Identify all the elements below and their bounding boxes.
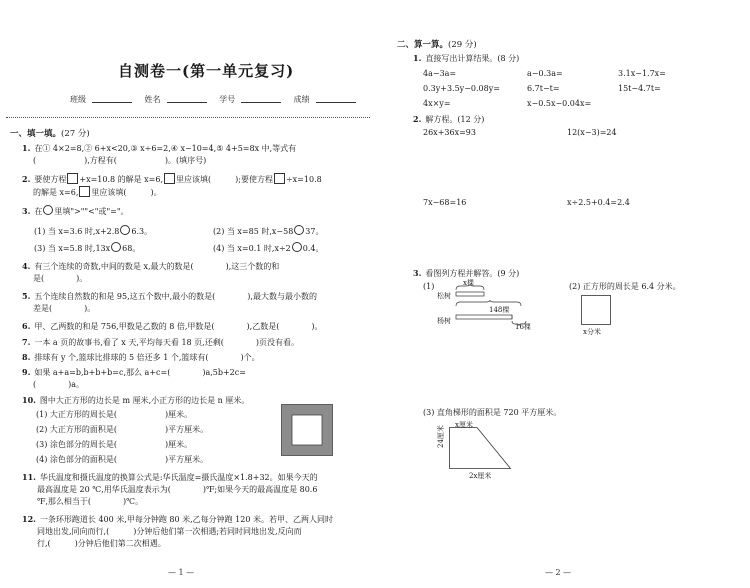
compare-circle[interactable]	[43, 205, 53, 215]
question-10-sub-4: (4) 涂色部分的面积是( )平方厘米。	[36, 455, 209, 464]
question-number: 10.	[22, 395, 36, 405]
compare-circle[interactable]	[292, 242, 302, 252]
sub-text: 6.3。	[131, 227, 153, 236]
name-field[interactable]	[167, 94, 207, 103]
section-2-heading	[397, 38, 477, 50]
question-text: 甲、乙两数的和是 756,甲数是乙数的 8 倍,甲数是( ),乙数是( )。	[34, 322, 323, 331]
equation: 7x−68=16	[423, 198, 467, 207]
equation: 26x+36x=93	[423, 128, 476, 137]
question-10-sub-2: (2) 大正方形的面积是( )平方厘米。	[36, 425, 209, 434]
question-text: 看图列方程并解答。(9 分)	[425, 269, 520, 278]
calc-item: 4x×y=	[423, 99, 451, 108]
equation: 12(x−3)=24	[567, 128, 617, 137]
sub-text: (4) 当 x=0.1 时,x÷2	[213, 244, 291, 253]
question-3-sub-1	[34, 225, 152, 238]
question-text: 图中大正方形的边长是 m 厘米,小正方形的边长是 n 厘米。	[39, 396, 250, 405]
question-number: 3.	[22, 206, 31, 216]
right-page	[375, 0, 750, 588]
calc-item: a−0.3a=	[527, 69, 563, 78]
equation: x÷2.5+0.4=2.4	[567, 198, 630, 207]
extra-16-label: 16棵	[515, 323, 531, 331]
pine-label: 松树	[437, 292, 451, 300]
question-text: ÷x=10.8	[285, 175, 322, 184]
class-label: 班级	[70, 95, 86, 104]
question-text: 五个连续自然数的和是 95,这五个数中,最小的数是( ),最大数与最小数的	[34, 292, 317, 301]
poplar-label: 杨树	[437, 317, 451, 325]
calc-item: 0.3y+3.5y−0.08y=	[423, 84, 500, 93]
question-number: 3.	[413, 268, 422, 278]
question-number: 4.	[22, 261, 31, 271]
total-brace	[456, 300, 521, 306]
question-number: 1.	[413, 53, 422, 63]
question-text: 在① 4×2=8,② 6+x<20,③ x÷6=2,④ x−10=4,⑤ 4+5=8x 中,等式有	[34, 144, 297, 153]
section-2-label: 二、算一算。	[397, 40, 449, 50]
blank-box[interactable]	[164, 173, 175, 184]
square-frame-figure	[281, 404, 333, 456]
question-text: 华氏温度和摄氏温度的换算公式是:华氏温度=摄氏温度×1.8+32。如果今天的	[39, 473, 318, 482]
question-10	[22, 394, 249, 407]
question-text: 排球有 y 个,篮球比排球的 5 倍还多 1 个,篮球有( )个。	[34, 353, 260, 362]
square-diagram	[581, 295, 611, 325]
question-number: 9.	[22, 367, 31, 377]
section-1-heading	[10, 127, 90, 139]
sub-text: 68。	[122, 244, 141, 253]
page-title: 自测卷一(第一单元复习)	[118, 62, 295, 80]
section-1-points: (27 分)	[61, 129, 90, 139]
total-148-label: 148棵	[489, 306, 510, 314]
question-5	[22, 290, 317, 315]
sub-text: 0.4。	[302, 244, 324, 253]
question-number: 1.	[22, 143, 31, 153]
dotted-divider	[6, 117, 370, 118]
question-text: ( )a。	[33, 380, 85, 389]
trapezoid-height-label: 24厘米	[437, 425, 445, 448]
question-3-sub-4	[213, 242, 323, 255]
poplar-bar	[456, 315, 512, 319]
question-text: 里应该填( )。	[91, 188, 162, 197]
calc-question-1	[413, 52, 519, 65]
question-3-sub-2	[213, 225, 323, 238]
question-1	[22, 142, 296, 167]
question-text: 在	[34, 207, 43, 216]
page-number-2: — 2 —	[545, 568, 572, 577]
calc-item: 15t−4.7t=	[618, 84, 661, 93]
calc-question-2	[413, 113, 484, 126]
question-text: 一本 a 页的故事书,看了 x 天,平均每天看 18 页,还剩( )页没有看。	[34, 338, 299, 347]
question-text: 要使方程	[34, 175, 67, 184]
square-shape	[582, 296, 611, 325]
x-brace	[456, 284, 484, 290]
question-text: 差是( )。	[33, 304, 96, 313]
question-number: 2.	[22, 174, 31, 184]
extra-brace	[512, 321, 526, 326]
question-9	[22, 366, 246, 391]
question-text: 解方程。(12 分)	[425, 115, 485, 124]
question-text: 里填">""<"或"="。	[54, 207, 129, 216]
id-field[interactable]	[241, 94, 281, 103]
square-side-label: x分米	[583, 328, 601, 336]
question-11	[22, 471, 318, 508]
question-3-sub-3	[34, 242, 140, 255]
calc-item: 3.1x−1.7x=	[618, 69, 666, 78]
compare-circle[interactable]	[111, 242, 121, 252]
question-number: 7.	[22, 337, 31, 347]
sub-text: (2) 当 x=85 时,x−58	[213, 227, 294, 236]
question-number: 2.	[413, 114, 422, 124]
question-6	[22, 320, 322, 333]
question-number: 8.	[22, 352, 31, 362]
question-number: 6.	[22, 321, 31, 331]
question-text: 行,( )分钟后他们第二次相遇。	[37, 539, 166, 548]
page-number-1: — 1 —	[168, 568, 195, 577]
id-label: 学号	[219, 95, 236, 104]
trapezoid-shape	[450, 428, 511, 469]
calc-item: x−0.5x−0.04x=	[527, 99, 592, 108]
small-square	[292, 415, 322, 445]
question-8	[22, 351, 260, 364]
question-3	[22, 205, 129, 218]
score-field[interactable]	[316, 94, 356, 103]
figure-3-text: (3) 直角梯形的面积是 720 平方厘米。	[423, 408, 562, 417]
student-info-line	[70, 94, 366, 105]
question-text: 是( )。	[33, 274, 88, 283]
question-text: 同地出发,同向而行,( )分钟后他们第一次相遇;若同时同地出发,反向而	[37, 527, 302, 536]
question-4	[22, 260, 279, 285]
calc-item: 6.7t−t=	[527, 84, 560, 93]
trapezoid-bottom-label: 2x厘米	[469, 472, 492, 480]
question-10-sub-3: (3) 涂色部分的周长是( )厘米。	[36, 440, 193, 449]
question-text: 里应该填( );要使方程	[176, 175, 273, 184]
question-7	[22, 336, 299, 349]
sub-text: 37。	[305, 227, 324, 236]
question-text: 如果 a+a=b,b+b+b=c,那么 a+c=( )a,5b+2c=	[34, 368, 246, 377]
question-text: 有三个连续的奇数,中间的数是 x,最大的数是( ),这三个数的和	[34, 262, 280, 271]
trapezoid-diagram	[449, 427, 511, 469]
question-number: 12.	[22, 514, 36, 524]
calc-item: 4a−3a=	[423, 69, 457, 78]
question-text: 一条环形跑道长 400 米,甲每分钟跑 80 米,乙每分钟跑 120 米。若甲、乙两人同时	[39, 515, 333, 524]
sub-text: (1) 当 x=3.6 时,x+2.8	[34, 227, 120, 236]
bar-model-diagram	[455, 284, 539, 328]
question-10-sub-1: (1) 大正方形的周长是( )厘米。	[36, 410, 193, 419]
pine-bar	[456, 292, 484, 296]
class-field[interactable]	[92, 94, 132, 103]
question-text: +x=10.8 的解是 x=6,	[79, 175, 164, 184]
name-label: 姓名	[144, 95, 161, 104]
blank-box[interactable]	[67, 173, 78, 184]
score-label: 成绩	[293, 95, 310, 104]
x-trees-label: x棵	[463, 279, 474, 287]
question-number: 5.	[22, 291, 31, 301]
question-text: ( ),方程有( )。(填序号)	[33, 156, 207, 165]
blank-box[interactable]	[274, 173, 285, 184]
question-text: 直接写出计算结果。(8 分)	[425, 54, 520, 63]
sub-text: (3) 当 x=5.8 时,13x	[34, 244, 111, 253]
compare-circle[interactable]	[120, 225, 130, 235]
blank-box[interactable]	[79, 186, 90, 197]
question-2	[22, 173, 322, 199]
question-text: 的解是 x=6,	[33, 188, 79, 197]
trapezoid-top-label: x厘米	[455, 421, 473, 429]
question-12	[22, 513, 333, 550]
section-2-points: (29 分)	[448, 40, 477, 50]
question-number: 11.	[22, 472, 36, 482]
figure-1-label: (1)	[423, 282, 435, 291]
question-text: 最高温度是 20 ℃,用华氏温度表示为( )℉;如果今天的最高温度是 80.6	[37, 485, 318, 494]
question-text: ℉,那么相当于( )℃。	[37, 497, 144, 506]
figure-2-text: (2) 正方形的周长是 6.4 分米。	[569, 282, 681, 291]
compare-circle[interactable]	[294, 225, 304, 235]
section-1-label: 一、填一填。	[10, 129, 62, 139]
